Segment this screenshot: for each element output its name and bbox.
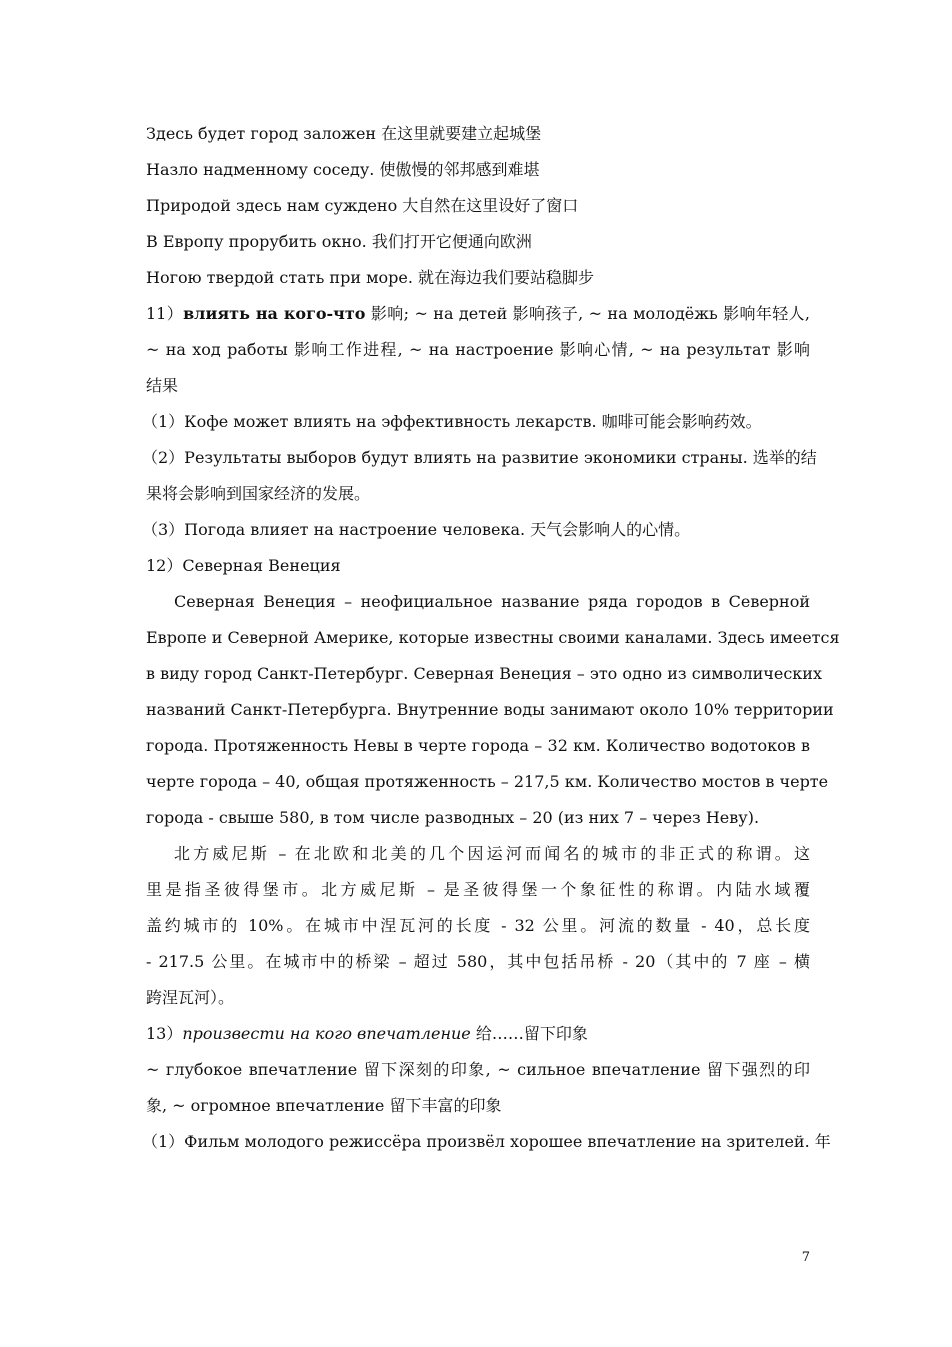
item-13-line-3: 象, ~ огромное впечатление 留下丰富的印象 [146, 1096, 502, 1115]
item-12-ru-line: Северная Венеция – неофициальное название ряда городов в Северной [174, 592, 810, 611]
item-11-definition: 影响; ~ на детей 影响孩子, ~ на молодёжь 影响年轻人, [365, 304, 810, 323]
item-12-ru-line: в виду город Санкт-Петербург. Северная Венеция – это одно из символических [146, 664, 822, 683]
item-12-ru-line: названий Санкт-Петербурга. Внутренние воды занимают около 10% территории [146, 700, 834, 719]
item-11-example-2-line-2: 果将会影响到国家经济的发展。 [146, 484, 371, 503]
item-13-term: произвести на кого впечатление [182, 1024, 471, 1043]
item-12-ru-line: черте города – 40, общая протяженность – 217,5 км. Количество мостов в черте [146, 772, 829, 791]
item-11-term: влиять на кого-что [183, 304, 366, 323]
item-12-zh-line: 里是指圣彼得堡市。北方威尼斯 – 是圣彼得堡一个象征性的称谓。内陆水域覆 [146, 880, 810, 899]
item-12-ru-line: города - свыше 580, в том числе разводных – 20 (из них 7 – через Неву). [146, 808, 760, 827]
item-13-line-1 [146, 1019, 810, 1048]
poem-line: В Европу прорубить окно. 我们打开它便通向欧洲 [146, 232, 532, 251]
item-12-heading: 12）Северная Венеция [146, 556, 341, 575]
item-12-zh-line: 北方威尼斯 – 在北欧和北美的几个因运河而闻名的城市的非正式的称谓。这 [174, 844, 810, 863]
poem-line: Природой здесь нам суждено 大自然在这里设好了窗口 [146, 196, 579, 215]
poem-line: Ногою твердой стать при море. 就在海边我们要站稳脚步 [146, 268, 595, 287]
item-13-number: 13） [146, 1024, 183, 1043]
item-13-line-2: ~ глубокое впечатление 留下深刻的印象, ~ сильное впечатление 留下强烈的印 [146, 1060, 810, 1079]
item-13-example-1: （1）Фильм молодого режиссёра произвёл хорошее впечатление на зрителей. 年 [142, 1132, 831, 1151]
poem-line: Назло надменному соседу. 使傲慢的邻邦感到难堪 [146, 160, 540, 179]
item-12-zh-line: 盖约城市的 10%。在城市中涅瓦河的长度 - 32 公里。河流的数量 - 40，总长度 [146, 916, 810, 935]
item-11-example-1: （1）Кофе может влиять на эффективность лекарств. 咖啡可能会影响药效。 [142, 412, 762, 431]
poem-line: Здесь будет город заложен 在这里就要建立起城堡 [146, 124, 542, 143]
item-12-zh-line: 跨涅瓦河）。 [146, 988, 235, 1007]
item-12-zh-line: - 217.5 公里。在城市中的桥梁 – 超过 580，其中包括吊桥 - 20（其中的 7 座 – 横 [146, 952, 810, 971]
item-11-example-2-line-1: （2）Результаты выборов будут влиять на развитие экономики страны. 选举的结 [142, 448, 817, 467]
page-number: 7 [801, 1250, 810, 1265]
item-12-ru-line: Европе и Северной Америке, которые известны своими каналами. Здесь имеется [146, 628, 840, 647]
item-12-ru-line: города. Протяженность Невы в черте города – 32 км. Количество водотоков в [146, 736, 810, 755]
item-11-line-3: 结果 [146, 376, 179, 395]
item-11-line-1 [146, 299, 810, 328]
item-11-line-2: ~ на ход работы 影响工作进程, ~ на настроение 影响心情, ~ на результат 影响 [146, 340, 810, 359]
item-13-translation: 给……留下印象 [470, 1024, 588, 1043]
item-11-number: 11） [146, 304, 184, 323]
item-11-example-3: （3）Погода влияет на настроение человека. 天气会影响人的心情。 [142, 520, 691, 539]
page-content [142, 119, 840, 1163]
